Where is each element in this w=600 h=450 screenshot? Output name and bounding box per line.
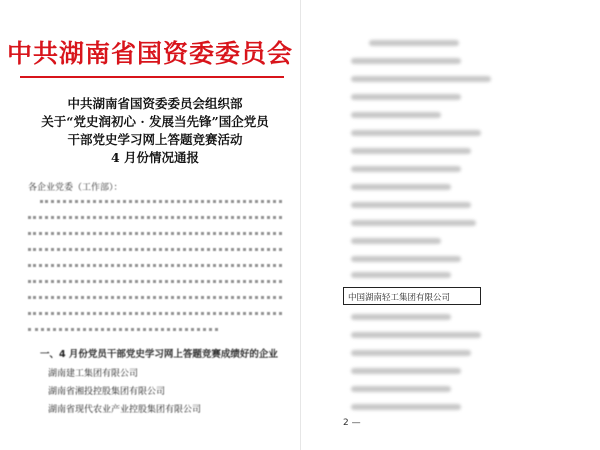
company-item: 湖南省现代农业产业控股集团有限公司 (48, 405, 202, 415)
section-heading: 一、4 月份党员干部党史学习网上答题竞赛成绩好的企业 (40, 349, 278, 360)
blurred-list-item (351, 386, 451, 392)
blurred-list-item (351, 148, 471, 154)
blurred-list-item (351, 404, 461, 410)
highlighted-company: 中国湖南轻工集团有限公司 (348, 293, 451, 303)
body-line (28, 248, 282, 252)
title-line-2: 关于“党史润初心 · 发展当先锋”国企党员 (41, 114, 269, 129)
blurred-list-item (351, 130, 481, 136)
body-line (28, 264, 282, 268)
blurred-list-item (351, 256, 461, 262)
red-rule (20, 76, 284, 78)
blurred-list-item (351, 112, 441, 118)
highlighted-company-box (343, 287, 481, 305)
blurred-list-item (351, 94, 461, 100)
blurred-list-item (369, 40, 459, 46)
blurred-list-item (351, 272, 451, 278)
blurred-list-item (351, 314, 451, 320)
blurred-list-item (351, 202, 471, 208)
body-line (28, 216, 282, 220)
body-line (28, 280, 282, 284)
body-line (28, 312, 282, 316)
body-line (28, 232, 282, 236)
salutation: 各企业党委（工作部）： (28, 183, 123, 193)
company-item: 湖南省湘投控股集团有限公司 (48, 387, 166, 397)
blurred-list-item (351, 238, 441, 244)
right-page (300, 0, 600, 450)
blurred-list-item (351, 184, 451, 190)
blurred-list-item (351, 350, 471, 356)
org-header: 中共湖南省国资委委员会 (6, 39, 293, 68)
title-line-3: 干部党史学习网上答题竞赛活动 (67, 132, 243, 147)
company-item: 湖南建工集团有限公司 (48, 369, 139, 379)
title-line-4: 4 月份情况通报 (110, 150, 200, 165)
company-list (301, 0, 600, 450)
blurred-list-item (351, 58, 461, 64)
blurred-list-item (351, 332, 481, 338)
page-number: 2 — (343, 418, 361, 428)
blurred-list-item (351, 368, 461, 374)
title-line-1: 中共湖南省国资委委员会组织部 (67, 96, 243, 111)
blurred-list-item (351, 220, 476, 226)
blurred-list-item (351, 76, 491, 82)
body-line (28, 296, 282, 300)
body-line (28, 328, 218, 332)
blurred-list-item (351, 166, 461, 172)
body-line (40, 200, 282, 204)
